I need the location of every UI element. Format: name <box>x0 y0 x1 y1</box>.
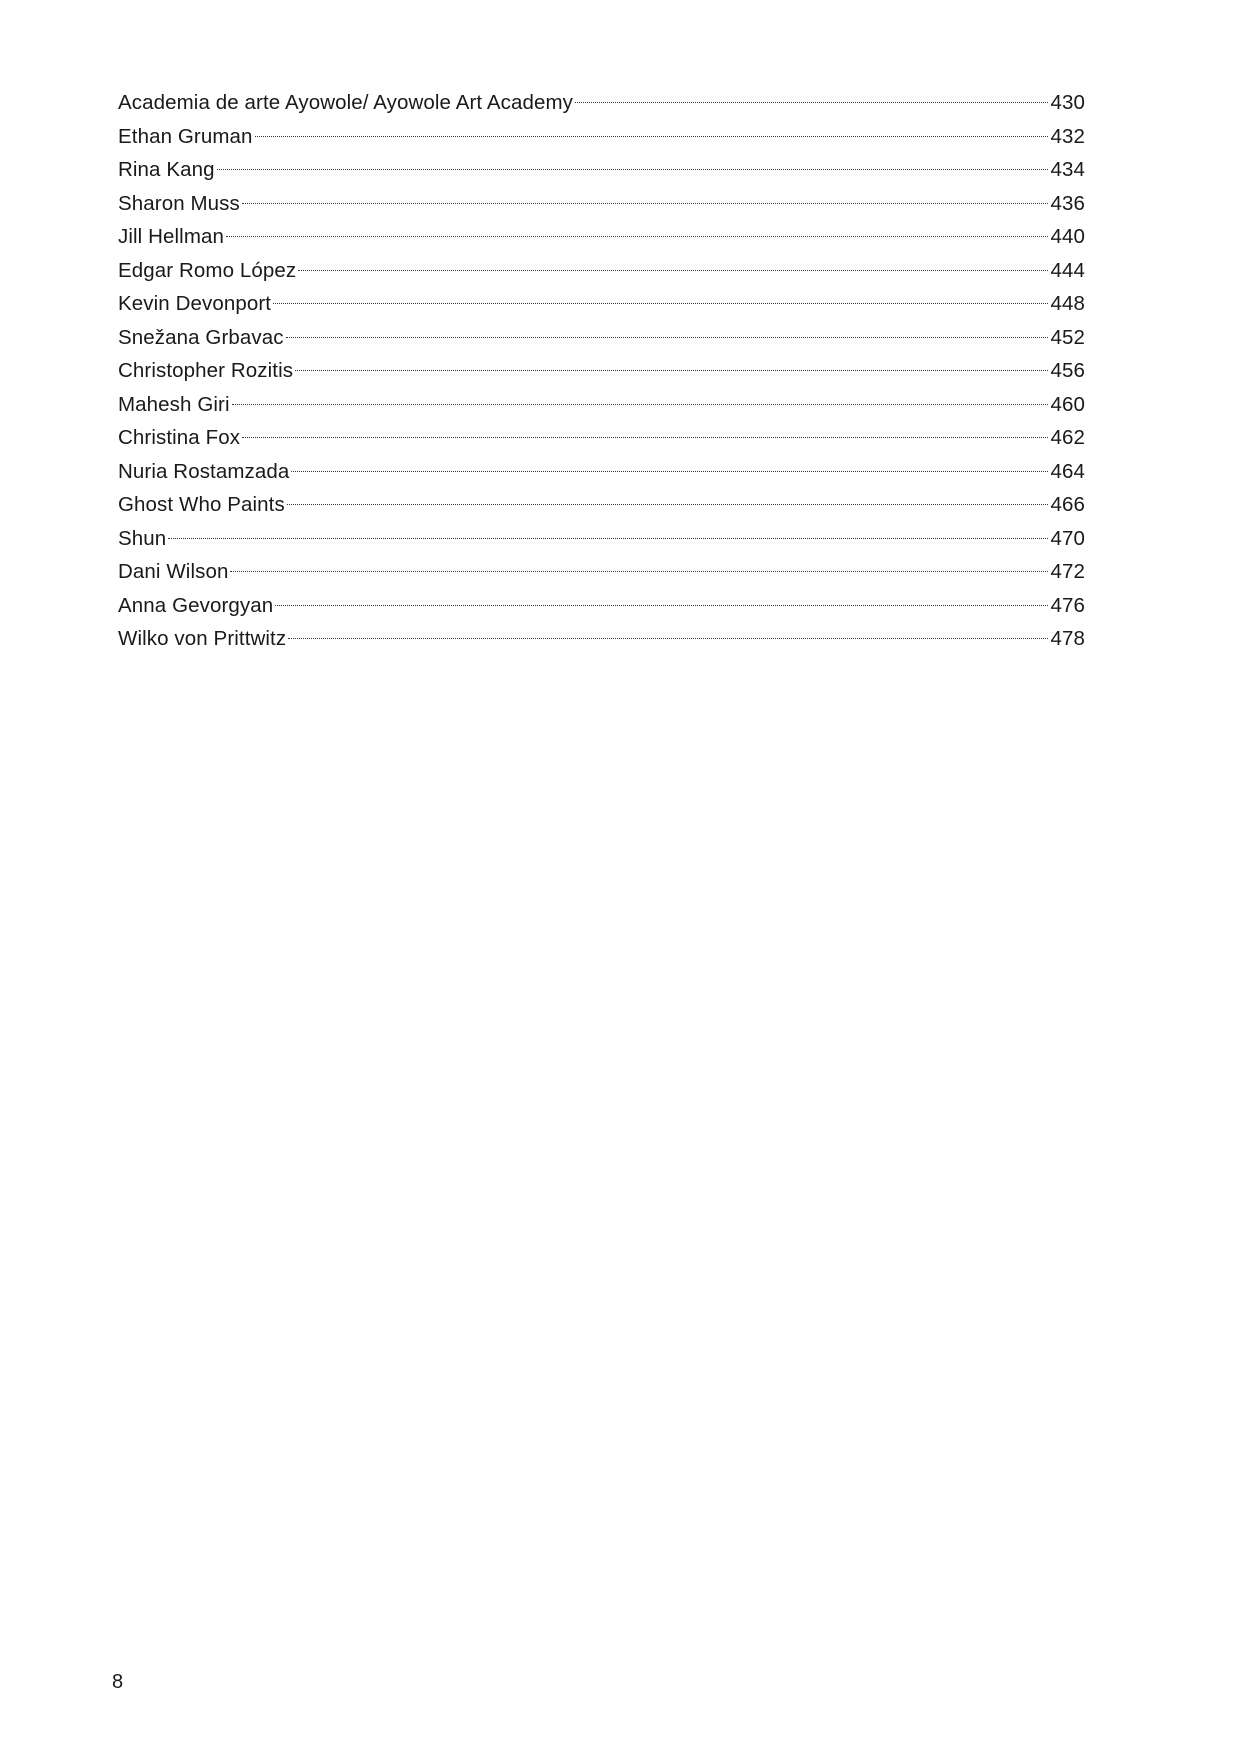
dot-leader <box>288 638 1048 639</box>
toc-entry-name: Christopher Rozitis <box>118 359 294 382</box>
toc-entry-page: 434 <box>1050 158 1085 181</box>
toc-entry-name: Kevin Devonport <box>118 292 272 315</box>
toc-entry-page: 456 <box>1050 359 1085 382</box>
toc-entry-name: Rina Kang <box>118 158 215 181</box>
toc-entry-page: 436 <box>1050 191 1085 215</box>
toc-entry-name: Ghost Who Paints <box>118 493 285 516</box>
dot-leader <box>217 169 1049 170</box>
toc-entry[interactable] <box>118 421 1085 455</box>
toc-entry-page: 478 <box>1050 627 1085 650</box>
toc-entry[interactable] <box>118 522 1085 556</box>
dot-leader <box>286 337 1049 338</box>
dot-leader <box>298 270 1048 271</box>
dot-leader <box>168 538 1048 539</box>
dot-leader <box>230 571 1048 572</box>
dot-leader <box>291 471 1048 472</box>
toc-entry-page: 430 <box>1050 91 1085 114</box>
toc-entry-name: Shun <box>118 526 167 550</box>
toc-entry-name: Jill Hellman <box>118 225 225 248</box>
toc-entry-page: 466 <box>1050 493 1085 516</box>
toc-entry-name: Edgar Romo López <box>118 258 297 282</box>
toc-entry[interactable] <box>118 220 1085 254</box>
toc-entry[interactable] <box>118 388 1085 422</box>
toc-entry[interactable] <box>118 321 1085 355</box>
dot-leader <box>273 303 1048 304</box>
toc-entry-page: 470 <box>1050 526 1085 550</box>
toc-entry[interactable] <box>118 287 1085 321</box>
toc-entry-name: Anna Gevorgyan <box>118 593 274 617</box>
toc-entry[interactable] <box>118 589 1085 623</box>
toc-entry-name: Mahesh Giri <box>118 392 230 416</box>
toc-entry[interactable] <box>118 120 1085 154</box>
toc-entry[interactable] <box>118 354 1085 388</box>
dot-leader <box>242 437 1048 438</box>
dot-leader <box>255 136 1049 137</box>
toc-entry[interactable] <box>118 622 1085 656</box>
toc-entry[interactable] <box>118 254 1085 288</box>
dot-leader <box>295 370 1048 371</box>
dot-leader <box>275 605 1048 606</box>
dot-leader <box>226 236 1048 237</box>
page-number: 8 <box>112 1671 124 1693</box>
toc-entry[interactable] <box>118 555 1085 589</box>
dot-leader <box>242 203 1049 204</box>
dot-leader <box>232 404 1049 405</box>
toc-entry-name: Wilko von Prittwitz <box>118 627 287 650</box>
toc-entry-page: 460 <box>1050 392 1085 416</box>
toc-entry-page: 432 <box>1050 124 1085 148</box>
toc-entry-page: 464 <box>1050 459 1085 483</box>
dot-leader <box>575 102 1048 103</box>
toc-entry-name: Academia de arte Ayowole/ Ayowole Art Academy <box>118 91 574 114</box>
toc-entry-name: Dani Wilson <box>118 560 229 583</box>
toc-entry-page: 476 <box>1050 593 1085 617</box>
toc-entry-name: Sharon Muss <box>118 191 240 215</box>
toc-entry-page: 452 <box>1050 325 1085 349</box>
toc-entry[interactable] <box>118 86 1085 120</box>
dot-leader <box>287 504 1049 505</box>
toc-entry-page: 462 <box>1050 426 1085 449</box>
toc-entry[interactable] <box>118 488 1085 522</box>
toc-entry-page: 444 <box>1050 258 1085 282</box>
toc-entry-page: 440 <box>1050 225 1085 248</box>
toc-entry-name: Snežana Grbavac <box>118 325 284 349</box>
toc-entry-name: Christina Fox <box>118 426 241 449</box>
toc-entry[interactable] <box>118 187 1085 221</box>
toc-entry[interactable] <box>118 455 1085 489</box>
toc-entry[interactable] <box>118 153 1085 187</box>
toc-entry-name: Ethan Gruman <box>118 124 253 148</box>
toc-entry-page: 472 <box>1050 560 1085 583</box>
table-of-contents <box>118 86 1085 656</box>
toc-entry-page: 448 <box>1050 292 1085 315</box>
toc-entry-name: Nuria Rostamzada <box>118 459 290 483</box>
